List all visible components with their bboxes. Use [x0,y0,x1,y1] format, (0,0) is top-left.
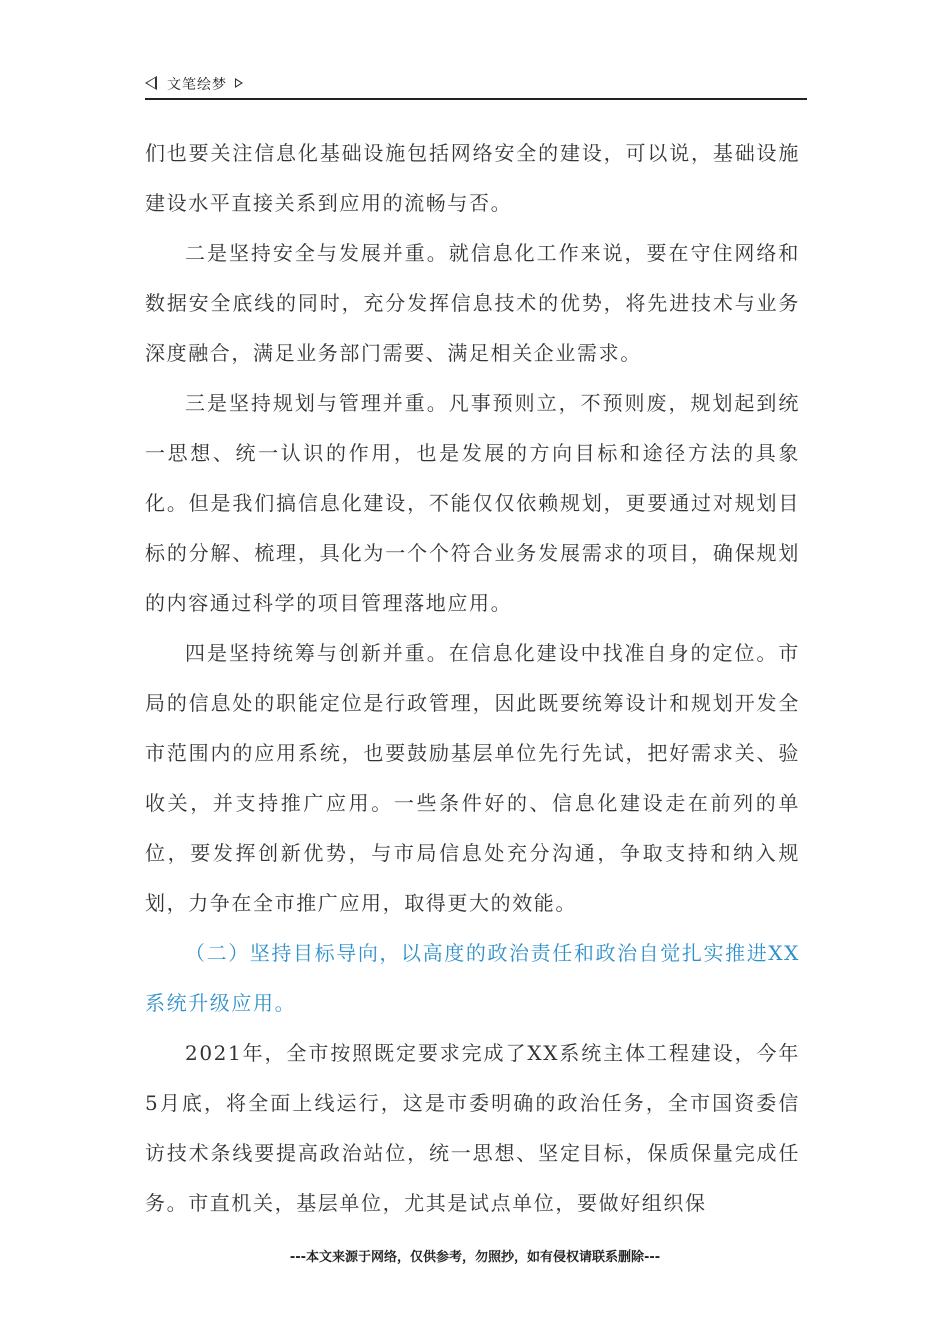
paragraph-5: 2021年，全市按照既定要求完成了XX系统主体工程建设，今年5月底，将全面上线运行，这是市委明确的政治任务，全市国资委信访技术条线要提高政治站位，统一思想、坚定目标，保质保量完成任务。市直机关，基层单位，尤其是试点单位，要做好组织保 [145,1041,800,1215]
page-header [145,72,807,100]
document-body [145,128,800,1228]
footer-notice: ---本文来源于网络，仅供参考，勿照抄，如有侵权请联系删除--- [289,1250,661,1265]
right-triangle-icon [235,78,243,88]
left-triangle-icon [145,76,157,90]
paragraph-2: 二是坚持安全与发展并重。就信息化工作来说，要在守住网络和数据安全底线的同时，充分发挥信息技术的优势，将先进技术与业务深度融合，满足业务部门需要、满足相关企业需求。 [145,241,800,365]
paragraph-4: 四是坚持统筹与创新并重。在信息化建设中找准自身的定位。市局的信息处的职能定位是行政管理，因此既要统筹设计和规划开发全市范围内的应用系统，也要鼓励基层单位先行先试，把好需求关、验收关，并支持推广应用。一些条件好的、信息化建设走在前列的单位，要发挥创新优势，与市局信息处充分沟通，争取支持和纳入规划，力争在全市推广应用，取得更大的效能。 [145,641,800,915]
paragraph-3: 三是坚持规划与管理并重。凡事预则立，不预则废，规划起到统一思想、统一认识的作用，也是发展的方向目标和途径方法的具象化。但是我们搞信息化建设，不能仅仅依赖规划，更要通过对规划目标的分解、梳理，具化为一个个符合业务发展需求的项目，确保规划的内容通过科学的项目管理落地应用。 [145,391,800,615]
brand-name: 文笔绘梦 [167,77,227,93]
section-heading: （二）坚持目标导向，以高度的政治责任和政治自觉扎实推进XX系统升级应用。 [145,941,800,1015]
paragraph-1: 们也要关注信息化基础设施包括网络安全的建设，可以说，基础设施建设水平直接关系到应用的流畅与否。 [145,141,800,215]
